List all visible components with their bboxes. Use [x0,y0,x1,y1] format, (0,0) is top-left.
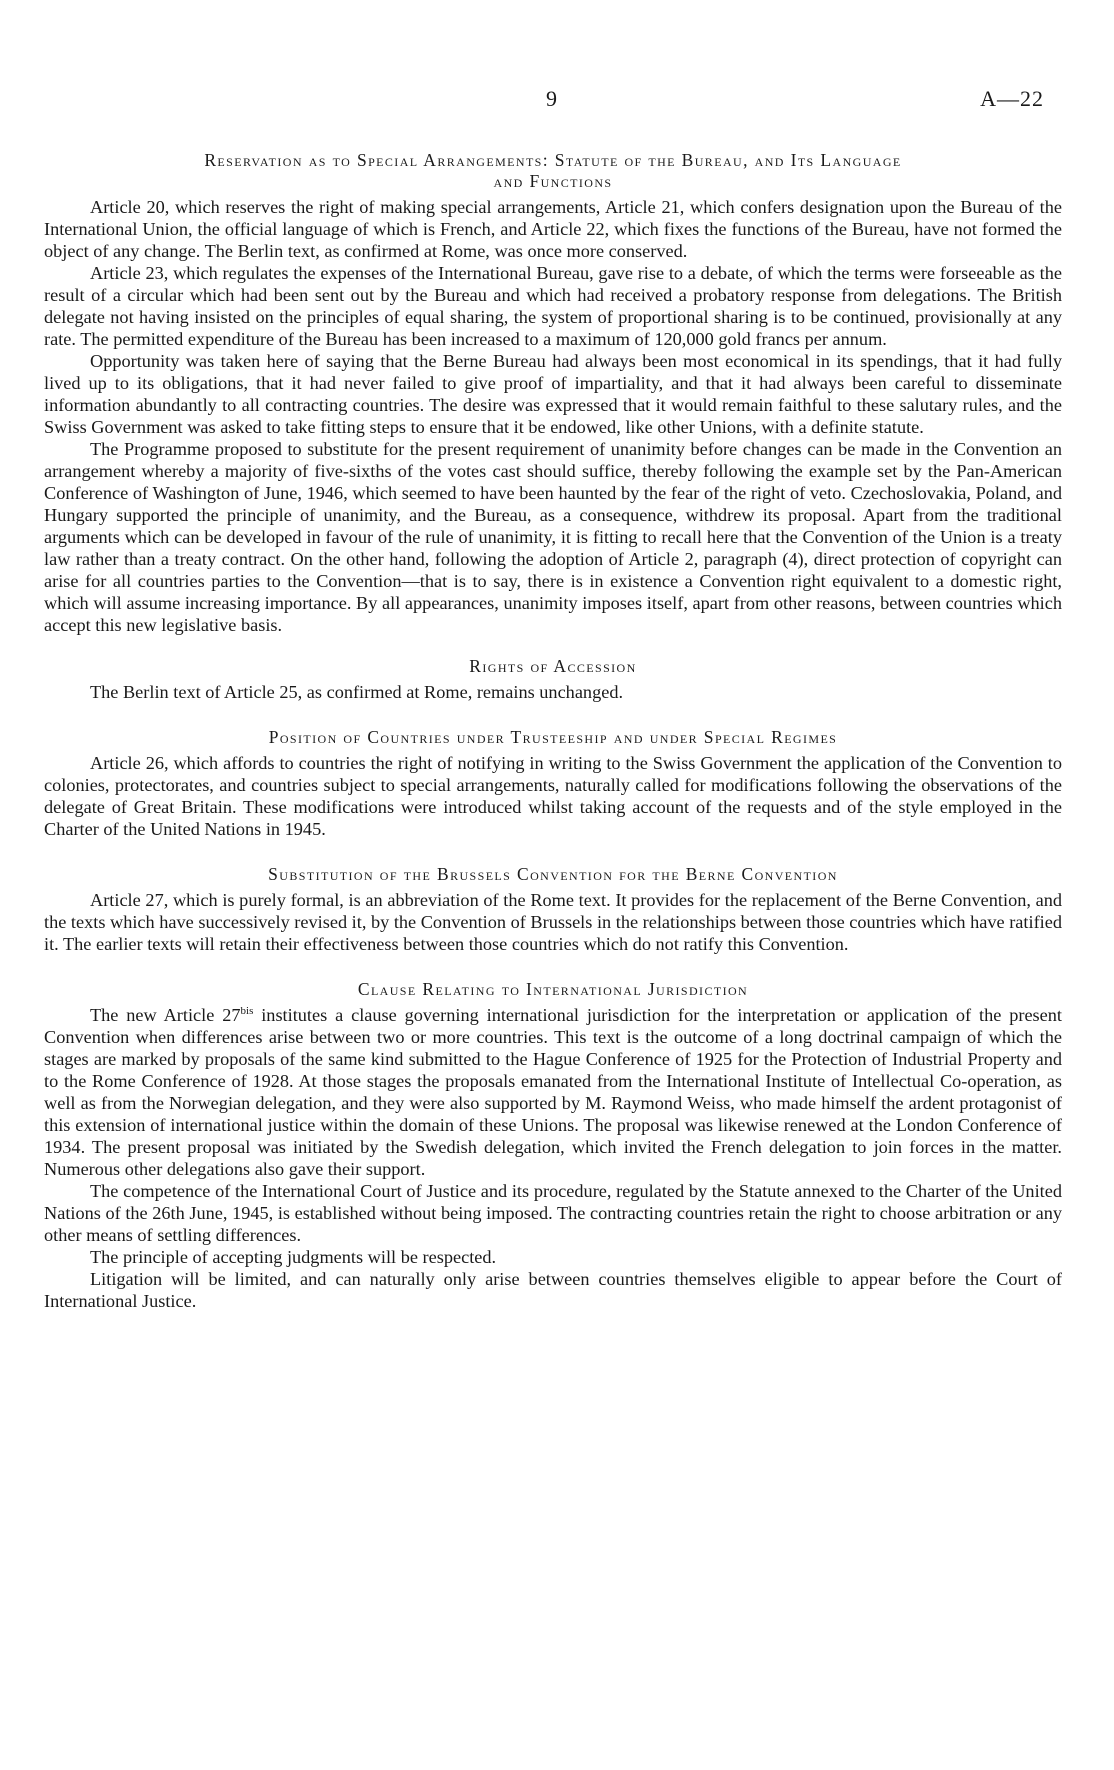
section-heading: Reservation as to Special Arrangements: Statute of the Bureau, and Its Language and Functions [204,150,902,191]
paragraph: The Programme proposed to substitute for the present requirement of unanimity before changes can be made in the Convention an arrangement whereby a majority of five-sixths of the votes cast should suffice, thereby following the example set by the Pan-American Conference of Washington of June, 1946, which seemed to have been haunted by the fear of the right of veto. Czechoslovakia, Poland, and Hungary supported the principle of unanimity, and the Bureau, as a consequence, withdrew its proposal. Apart from the traditional arguments which can be developed in favour of the rule of unanimity, it is fitting to recall here that the Convention of the Union is a treaty law rather than a treaty contract. On the other hand, following the adoption of Article 2, paragraph (4), direct protection of copyright can arise for all countries parties to the Convention—that is to say, there is in existence a Convention right equivalent to a domestic right, which will assume increasing importance. By all appearances, unanimity imposes itself, apart from other reasons, between countries which accept this new legislative basis. [44,439,1062,635]
paragraph: Article 26, which affords to countries the right of notifying in writing to the Swiss Government the application of the Convention to colonies, protectorates, and countries subject to special arrangements, naturally called for modifications following the observations of the delegate of Great Britain. These modifications were introduced whilst taking account of the requests and of the style employed in the Charter of the United Nations in 1945. [44,753,1062,839]
section-rights-of-accession [44,656,1062,703]
paragraph: The Berlin text of Article 25, as confirmed at Rome, remains unchanged. [90,682,624,702]
section-heading: Position of Countries under Trusteeship and under Special Regimes [268,727,838,747]
paragraph: Article 20, which reserves the right of making special arrangements, Article 21, which confers designation upon the Bureau of the International Union, the official language of which is French, and Article 22, which fixes the functions of the Bureau, have not formed the object of any change. The Berlin text, as confirmed at Rome, was once more conserved. [44,197,1062,261]
document-reference: A—22 [980,86,1044,111]
paragraph: The new Article $27^{bis}$ institutes a clause governing international jurisdiction for the interpretation or application of the present Convention when differences arise between two or more countries. This text is the outcome of a long doctrinal campaign of which the stages are marked by proposals of the same kind submitted to the Hague Conference of 1925 for the Protection of Industrial Property and to the Rome Conference of 1928. At those stages the proposals emanated from the International Institute of Intellectual Co-operation, as well as from the Norwegian delegation, and they were also supported by M. Raymond Weiss, who made himself the ardent protagonist of this extension of international justice within the domain of these Unions. The proposal was likewise renewed at the London Conference of 1934. The present proposal was initiated by the Swedish delegation, which invited the French delegation to join forces in the matter. Numerous other delegations also gave their support. [44,1004,1063,1179]
section-statute-of-bureau [44,150,1062,636]
paragraph: Litigation will be limited, and can naturally only arise between countries themselves eligible to appear before the Court of International Justice. [44,1269,1062,1311]
section-international-jurisdiction [44,979,1062,1312]
page-header [0,86,1114,116]
page-number: 9 [546,86,557,111]
section-brussels-convention [44,864,1062,955]
section-heading: Substitution of the Brussels Convention for the Berne Convention [268,864,838,884]
section-heading: Rights of Accession [469,656,637,676]
paragraph: Opportunity was taken here of saying that the Berne Bureau had always been most economical in its spendings, that it had fully lived up to its obligations, that it had never failed to give proof of impartiality, and that it had always been careful to disseminate information abundantly to all contracting countries. The desire was expressed that it would remain faithful to these salutary rules, and the Swiss Government was asked to take fitting steps to ensure that it be endowed, like other Unions, with a definite statute. [44,351,1062,437]
paragraph: The competence of the International Court of Justice and its procedure, regulated by the Statute annexed to the Charter of the United Nations of the 26th June, 1945, is established without being imposed. The contracting countries retain the right to choose arbitration or any other means of settling differences. [44,1181,1062,1245]
page-body [44,150,1062,1312]
paragraph: Article 27, which is purely formal, is an abbreviation of the Rome text. It provides for the replacement of the Berne Convention, and the texts which have successively revised it, by the Convention of Brussels in the relationships between those countries which have ratified it. The earlier texts will retain their effectiveness between those countries which do not ratify this Convention. [44,890,1062,954]
section-trusteeship [44,727,1062,840]
paragraph: Article 23, which regulates the expenses of the International Bureau, gave rise to a debate, of which the terms were forseeable as the result of a circular which had been sent out by the Bureau and which had received a probatory response from delegations. The British delegate not having insisted on the principles of equal sharing, the system of proportional sharing is to be continued, provisionally at any rate. The permitted expenditure of the Bureau has been increased to a maximum of 120,000 gold francs per annum. [44,263,1062,349]
paragraph: The principle of accepting judgments will be respected. [90,1247,497,1267]
superscript-bis: bis [240,1004,254,1017]
section-heading: Clause Relating to International Jurisdiction [357,979,749,999]
